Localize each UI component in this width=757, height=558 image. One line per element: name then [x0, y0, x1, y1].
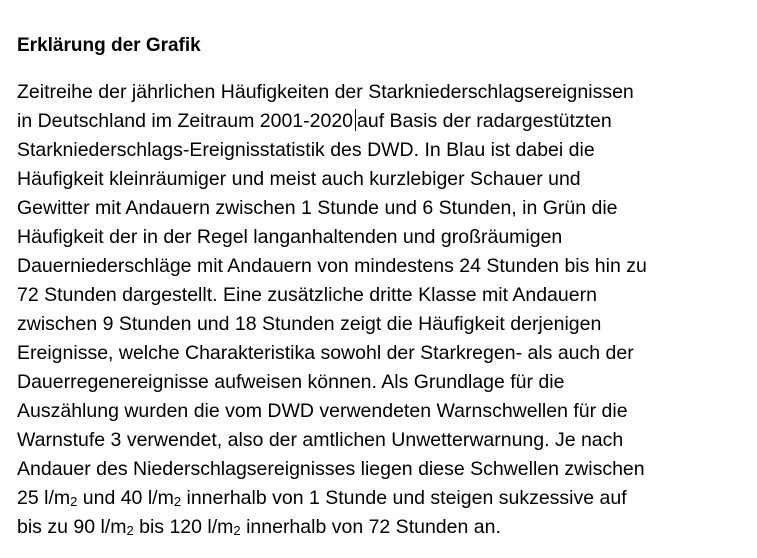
- text-segment: 25 l/m: [17, 487, 71, 509]
- text-line: Ereignisse, welche Charakteristika sowohl der Starkregen- als auch der: [17, 342, 634, 364]
- text-line: Andauer des Niederschlagsereignisses liegen diese Schwellen zwischen: [17, 458, 645, 480]
- document-heading: Erklärung der Grafik: [17, 35, 201, 56]
- text-segment: bis zu 90 l/m: [17, 516, 127, 538]
- text-cursor: [355, 109, 356, 131]
- unit-subscript: 2: [70, 494, 78, 509]
- text-line: zwischen 9 Stunden und 18 Stunden zeigt die Häufigkeit derjenigen: [17, 313, 602, 335]
- text-line: Häufigkeit der in der Regel langanhaltenden und großräumigen: [17, 226, 563, 248]
- text-line: Starkniederschlags-Ereignisstatistik des DWD. In Blau ist dabei die: [17, 139, 595, 161]
- unit-subscript: 2: [126, 523, 134, 538]
- text-segment: innerhalb von 1 Stunde und steigen sukzessive auf: [181, 487, 627, 509]
- unit-subscript: 2: [173, 494, 182, 509]
- text-segment: in Deutschland im Zeitraum 2001-2020: [17, 110, 354, 132]
- text-line: Zeitreihe der jährlichen Häufigkeiten der Starkniederschlagsereignissen: [17, 81, 634, 103]
- text-line-with-units: [17, 484, 752, 513]
- text-line: 72 Stunden dargestellt. Eine zusätzliche dritte Klasse mit Andauern: [17, 284, 597, 306]
- text-line: Gewitter mit Andauern zwischen 1 Stunde und 6 Stunden, in Grün die: [17, 197, 618, 219]
- text-segment: und 40 l/m: [77, 487, 174, 509]
- explanation-paragraph[interactable]: [17, 78, 752, 542]
- text-segment: bis 120 l/m: [133, 516, 234, 538]
- text-segment: auf Basis der radargestützten: [357, 110, 612, 132]
- text-line: Häufigkeit kleinräumiger und meist auch kurzlebiger Schauer und: [17, 168, 581, 190]
- text-line-with-cursor: [17, 107, 752, 136]
- text-line: Auszählung wurden die vom DWD verwendeten Warnschwellen für die: [17, 400, 628, 422]
- text-line: Warnstufe 3 verwendet, also der amtlichen Unwetterwarnung. Je nach: [17, 429, 624, 451]
- unit-subscript: 2: [233, 523, 241, 538]
- text-segment: innerhalb von 72 Stunden an.: [240, 516, 501, 538]
- text-line: Dauerniederschläge mit Andauern von mindestens 24 Stunden bis hin zu: [17, 255, 647, 277]
- text-line-with-units: [17, 513, 752, 542]
- text-line: Dauerregenereignisse aufweisen können. Als Grundlage für die: [17, 371, 565, 393]
